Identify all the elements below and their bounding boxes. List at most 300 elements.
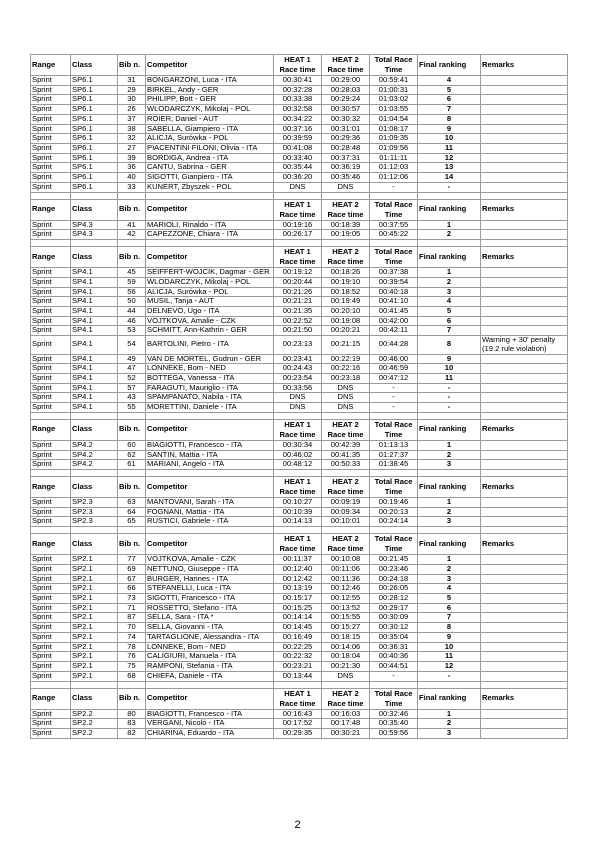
separator-cell	[274, 527, 322, 534]
ranking-cell: 2	[418, 507, 481, 517]
header-remarks: Remarks	[481, 247, 568, 268]
heat1-cell: 00:10:27	[274, 498, 322, 508]
total-cell: 00:20:13	[370, 507, 418, 517]
range-cell: Sprint	[31, 603, 71, 613]
table-row	[31, 277, 568, 287]
bib-cell: 59	[118, 277, 146, 287]
table-row	[31, 498, 568, 508]
table-row	[31, 182, 568, 192]
total-cell: 00:28:12	[370, 594, 418, 604]
range-cell: Sprint	[31, 460, 71, 470]
header-total: Total Race Time	[370, 247, 418, 268]
heat1-cell: 00:22:32	[274, 652, 322, 662]
table-row	[31, 230, 568, 240]
remarks-cell	[481, 95, 568, 105]
heat1-cell: 00:19:16	[274, 220, 322, 230]
range-cell: Sprint	[31, 613, 71, 623]
total-cell: 01:12:06	[370, 173, 418, 183]
range-cell: Sprint	[31, 373, 71, 383]
heat2-cell: 00:15:27	[322, 623, 370, 633]
separator-cell	[71, 470, 118, 477]
competitor-cell: MUSIL, Tanja - AUT	[146, 297, 274, 307]
competitor-cell: VOJTKOVA, Amalie - CZK	[146, 555, 274, 565]
heat2-cell: 00:50:33	[322, 460, 370, 470]
ranking-cell: 9	[418, 354, 481, 364]
heat1-cell: 00:11:37	[274, 555, 322, 565]
bib-cell: 47	[118, 364, 146, 374]
table-row	[31, 354, 568, 364]
ranking-cell: 1	[418, 555, 481, 565]
table-row	[31, 632, 568, 642]
page-number: 2	[294, 819, 301, 831]
heat2-cell: 00:19:49	[322, 297, 370, 307]
ranking-cell: 12	[418, 662, 481, 672]
heat1-cell: 00:21:50	[274, 326, 322, 336]
table-row	[31, 719, 568, 729]
separator-cell	[71, 412, 118, 419]
ranking-cell: 9	[418, 124, 481, 134]
remarks-cell	[481, 114, 568, 124]
class-cell: SP6.1	[71, 163, 118, 173]
class-cell: SP4.1	[71, 373, 118, 383]
remarks-cell	[481, 326, 568, 336]
range-cell: Sprint	[31, 517, 71, 527]
class-cell: SP4.2	[71, 440, 118, 450]
total-cell: 00:21:45	[370, 555, 418, 565]
class-cell: SP2.3	[71, 498, 118, 508]
competitor-cell: CALIGIURI, Manuela - ITA	[146, 652, 274, 662]
header-class: Class	[71, 534, 118, 555]
range-cell: Sprint	[31, 709, 71, 719]
remarks-cell	[481, 268, 568, 278]
class-cell: SP6.1	[71, 76, 118, 86]
group-separator	[31, 681, 568, 688]
ranking-cell: 7	[418, 105, 481, 115]
ranking-cell: 1	[418, 220, 481, 230]
remarks-cell	[481, 277, 568, 287]
range-cell: Sprint	[31, 564, 71, 574]
table-row	[31, 163, 568, 173]
total-cell: 00:37:55	[370, 220, 418, 230]
range-cell: Sprint	[31, 403, 71, 413]
bib-cell: 75	[118, 662, 146, 672]
class-cell: SP2.3	[71, 517, 118, 527]
header-row	[31, 477, 568, 498]
remarks-cell	[481, 460, 568, 470]
bib-cell: 78	[118, 642, 146, 652]
range-cell: Sprint	[31, 85, 71, 95]
competitor-cell: MANTOVANI, Sarah - ITA	[146, 498, 274, 508]
bib-cell: 61	[118, 460, 146, 470]
ranking-cell: 2	[418, 719, 481, 729]
header-total: Total Race Time	[370, 688, 418, 709]
heat2-cell: 00:18:04	[322, 652, 370, 662]
heat2-cell: 00:18:52	[322, 287, 370, 297]
bib-cell: 53	[118, 326, 146, 336]
competitor-cell: SIGOTTI, Francesco - ITA	[146, 594, 274, 604]
ranking-cell: 7	[418, 613, 481, 623]
competitor-cell: LONNEKE, Bom - NED	[146, 642, 274, 652]
total-cell: 00:42:00	[370, 316, 418, 326]
range-cell: Sprint	[31, 124, 71, 134]
header-remarks: Remarks	[481, 534, 568, 555]
remarks-cell	[481, 85, 568, 95]
ranking-cell: 2	[418, 277, 481, 287]
bib-cell: 29	[118, 85, 146, 95]
header-competitor: Competitor	[146, 199, 274, 220]
separator-cell	[481, 412, 568, 419]
header-competitor: Competitor	[146, 55, 274, 76]
remarks-cell	[481, 642, 568, 652]
ranking-cell: 3	[418, 728, 481, 738]
table-row	[31, 144, 568, 154]
bib-cell: 65	[118, 517, 146, 527]
table-row	[31, 297, 568, 307]
remarks-cell	[481, 354, 568, 364]
competitor-cell: SELLA, Giovanni - ITA	[146, 623, 274, 633]
header-heat1: HEAT 1 Race time	[274, 247, 322, 268]
separator-cell	[370, 192, 418, 199]
separator-cell	[418, 192, 481, 199]
range-cell: Sprint	[31, 230, 71, 240]
ranking-cell: 4	[418, 76, 481, 86]
bib-cell: 42	[118, 230, 146, 240]
heat2-cell: 00:18:39	[322, 220, 370, 230]
competitor-cell: CANTU, Sabrina - GER	[146, 163, 274, 173]
heat2-cell: 00:29:24	[322, 95, 370, 105]
heat2-cell: 00:18:26	[322, 268, 370, 278]
ranking-cell: -	[418, 671, 481, 681]
bib-cell: 67	[118, 574, 146, 584]
heat1-cell: 00:21:26	[274, 287, 322, 297]
total-cell: 00:59:41	[370, 76, 418, 86]
ranking-cell: 5	[418, 85, 481, 95]
range-cell: Sprint	[31, 182, 71, 192]
heat2-cell: 00:13:52	[322, 603, 370, 613]
heat2-cell: DNS	[322, 182, 370, 192]
range-cell: Sprint	[31, 652, 71, 662]
competitor-cell: MARIANI, Angelo - ITA	[146, 460, 274, 470]
header-row	[31, 688, 568, 709]
header-ranking: Final ranking	[418, 688, 481, 709]
bib-cell: 54	[118, 336, 146, 354]
total-cell: 00:46:59	[370, 364, 418, 374]
header-ranking: Final ranking	[418, 534, 481, 555]
separator-cell	[418, 412, 481, 419]
separator-cell	[118, 412, 146, 419]
range-cell: Sprint	[31, 287, 71, 297]
heat2-cell: 00:30:32	[322, 114, 370, 124]
table-row	[31, 584, 568, 594]
separator-cell	[322, 470, 370, 477]
heat2-cell: 00:12:46	[322, 584, 370, 594]
heat2-cell: 00:41:35	[322, 450, 370, 460]
table-row	[31, 76, 568, 86]
class-cell: SP2.1	[71, 574, 118, 584]
competitor-cell: STEFANELLI, Luca - ITA	[146, 584, 274, 594]
heat1-cell: DNS	[274, 403, 322, 413]
heat1-cell: 00:35:44	[274, 163, 322, 173]
separator-cell	[274, 192, 322, 199]
table-row	[31, 105, 568, 115]
heat1-cell: DNS	[274, 182, 322, 192]
ranking-cell: 12	[418, 153, 481, 163]
remarks-cell	[481, 632, 568, 642]
header-heat1: HEAT 1 Race time	[274, 199, 322, 220]
header-total: Total Race Time	[370, 477, 418, 498]
remarks-cell	[481, 153, 568, 163]
separator-cell	[146, 240, 274, 247]
competitor-cell: MARIOLI, Rinaldo - ITA	[146, 220, 274, 230]
header-competitor: Competitor	[146, 477, 274, 498]
range-cell: Sprint	[31, 220, 71, 230]
total-cell: 00:45:22	[370, 230, 418, 240]
bib-cell: 68	[118, 671, 146, 681]
total-cell: -	[370, 383, 418, 393]
class-cell: SP4.1	[71, 268, 118, 278]
competitor-cell: PIACENTINI FILONI, Olivia - ITA	[146, 144, 274, 154]
total-cell: 00:24:14	[370, 517, 418, 527]
competitor-cell: BOTTEGA, Vanessa - ITA	[146, 373, 274, 383]
competitor-cell: NETTUNO, Giuseppe - ITA	[146, 564, 274, 574]
heat2-cell: 00:28:03	[322, 85, 370, 95]
class-cell: SP2.1	[71, 671, 118, 681]
competitor-cell: CHIARINA, Eduardo - ITA	[146, 728, 274, 738]
separator-cell	[370, 412, 418, 419]
competitor-cell: SELLA, Sara - ITA *	[146, 613, 274, 623]
remarks-cell	[481, 144, 568, 154]
heat2-cell: 00:20:10	[322, 306, 370, 316]
table-row	[31, 287, 568, 297]
separator-cell	[31, 681, 71, 688]
remarks-cell	[481, 603, 568, 613]
competitor-cell: SEIFFERT-WOJCIK, Dagmar - GER	[146, 268, 274, 278]
total-cell: 00:46:00	[370, 354, 418, 364]
remarks-cell	[481, 613, 568, 623]
results-table	[30, 54, 568, 739]
separator-cell	[118, 470, 146, 477]
table-row	[31, 153, 568, 163]
header-bib: Bib n.	[118, 477, 146, 498]
separator-cell	[71, 240, 118, 247]
heat1-cell: 00:16:49	[274, 632, 322, 642]
separator-cell	[370, 681, 418, 688]
table-row	[31, 450, 568, 460]
table-row	[31, 652, 568, 662]
heat2-cell: 00:42:39	[322, 440, 370, 450]
heat1-cell: 00:32:28	[274, 85, 322, 95]
class-cell: SP6.1	[71, 124, 118, 134]
heat1-cell: DNS	[274, 393, 322, 403]
class-cell: SP4.1	[71, 297, 118, 307]
remarks-cell	[481, 440, 568, 450]
range-cell: Sprint	[31, 114, 71, 124]
competitor-cell: SIGOTTI, Gianpiero - ITA	[146, 173, 274, 183]
class-cell: SP4.1	[71, 277, 118, 287]
header-heat2: HEAT 2 Race time	[322, 688, 370, 709]
bib-cell: 38	[118, 124, 146, 134]
separator-cell	[481, 240, 568, 247]
table-row	[31, 326, 568, 336]
heat1-cell: 00:37:16	[274, 124, 322, 134]
table-row	[31, 316, 568, 326]
results-table-body	[31, 55, 568, 739]
header-heat2: HEAT 2 Race time	[322, 55, 370, 76]
table-row	[31, 440, 568, 450]
remarks-cell	[481, 182, 568, 192]
competitor-cell: SABELLA, Giampiero - ITA	[146, 124, 274, 134]
heat2-cell: 00:22:16	[322, 364, 370, 374]
bib-cell: 52	[118, 373, 146, 383]
total-cell: 00:44:28	[370, 336, 418, 354]
range-cell: Sprint	[31, 507, 71, 517]
header-ranking: Final ranking	[418, 419, 481, 440]
remarks-cell	[481, 728, 568, 738]
competitor-cell: RAMPONI, Stefania - ITA	[146, 662, 274, 672]
group-separator	[31, 192, 568, 199]
competitor-cell: ROSSETTO, Stefano - ITA	[146, 603, 274, 613]
header-range: Range	[31, 477, 71, 498]
competitor-cell: CHIEFA, Daniele - ITA	[146, 671, 274, 681]
ranking-cell: 3	[418, 460, 481, 470]
heat1-cell: 00:41:08	[274, 144, 322, 154]
heat1-cell: 00:20:44	[274, 277, 322, 287]
heat1-cell: 00:14:13	[274, 517, 322, 527]
table-row	[31, 95, 568, 105]
separator-cell	[322, 527, 370, 534]
range-cell: Sprint	[31, 105, 71, 115]
separator-cell	[118, 192, 146, 199]
range-cell: Sprint	[31, 728, 71, 738]
total-cell: 01:09:56	[370, 144, 418, 154]
bib-cell: 66	[118, 584, 146, 594]
separator-cell	[118, 681, 146, 688]
total-cell: 01:27:37	[370, 450, 418, 460]
remarks-cell	[481, 564, 568, 574]
bib-cell: 33	[118, 182, 146, 192]
heat1-cell: 00:24:43	[274, 364, 322, 374]
header-competitor: Competitor	[146, 247, 274, 268]
separator-cell	[31, 192, 71, 199]
bib-cell: 77	[118, 555, 146, 565]
heat2-cell: 00:23:18	[322, 373, 370, 383]
separator-cell	[370, 470, 418, 477]
total-cell: 01:03:02	[370, 95, 418, 105]
competitor-cell: BIAGIOTTI, Francesco - ITA	[146, 709, 274, 719]
competitor-cell: DELNEVO, Ugo - ITA	[146, 306, 274, 316]
class-cell: SP2.1	[71, 623, 118, 633]
total-cell: 00:35:40	[370, 719, 418, 729]
heat2-cell: 00:10:08	[322, 555, 370, 565]
range-cell: Sprint	[31, 632, 71, 642]
separator-cell	[31, 527, 71, 534]
heat1-cell: 00:23:13	[274, 336, 322, 354]
ranking-cell: 13	[418, 163, 481, 173]
bib-cell: 71	[118, 603, 146, 613]
heat1-cell: 00:21:35	[274, 306, 322, 316]
class-cell: SP4.1	[71, 287, 118, 297]
total-cell: 01:08:17	[370, 124, 418, 134]
header-ranking: Final ranking	[418, 55, 481, 76]
total-cell: 00:37:38	[370, 268, 418, 278]
remarks-cell	[481, 230, 568, 240]
ranking-cell: 14	[418, 173, 481, 183]
total-cell: 00:32:46	[370, 709, 418, 719]
range-cell: Sprint	[31, 662, 71, 672]
bib-cell: 73	[118, 594, 146, 604]
header-competitor: Competitor	[146, 534, 274, 555]
range-cell: Sprint	[31, 76, 71, 86]
bib-cell: 63	[118, 498, 146, 508]
table-row	[31, 124, 568, 134]
competitor-cell: PHILIPP, Bott - GER	[146, 95, 274, 105]
separator-cell	[146, 681, 274, 688]
class-cell: SP4.1	[71, 306, 118, 316]
heat1-cell: 00:33:40	[274, 153, 322, 163]
bib-cell: 56	[118, 287, 146, 297]
separator-cell	[71, 192, 118, 199]
remarks-cell	[481, 306, 568, 316]
heat2-cell: 00:29:00	[322, 76, 370, 86]
heat1-cell: 00:33:38	[274, 95, 322, 105]
bib-cell: 36	[118, 163, 146, 173]
total-cell: 01:12:03	[370, 163, 418, 173]
total-cell: 01:04:54	[370, 114, 418, 124]
bib-cell: 32	[118, 134, 146, 144]
separator-cell	[322, 412, 370, 419]
heat1-cell: 00:13:19	[274, 584, 322, 594]
range-cell: Sprint	[31, 574, 71, 584]
remarks-cell	[481, 584, 568, 594]
range-cell: Sprint	[31, 555, 71, 565]
heat1-cell: 00:26:17	[274, 230, 322, 240]
remarks-cell	[481, 163, 568, 173]
ranking-cell: 2	[418, 564, 481, 574]
ranking-cell: 1	[418, 709, 481, 719]
remarks-cell	[481, 297, 568, 307]
class-cell: SP4.1	[71, 364, 118, 374]
class-cell: SP2.1	[71, 603, 118, 613]
separator-cell	[31, 470, 71, 477]
table-row	[31, 460, 568, 470]
bib-cell: 64	[118, 507, 146, 517]
competitor-cell: LONNEKE, Bom - NED	[146, 364, 274, 374]
bib-cell: 31	[118, 76, 146, 86]
header-bib: Bib n.	[118, 688, 146, 709]
class-cell: SP4.1	[71, 336, 118, 354]
heat1-cell: 00:10:39	[274, 507, 322, 517]
heat1-cell: 00:23:54	[274, 373, 322, 383]
header-heat1: HEAT 1 Race time	[274, 419, 322, 440]
total-cell: 01:38:45	[370, 460, 418, 470]
ranking-cell: 6	[418, 603, 481, 613]
ranking-cell: 6	[418, 316, 481, 326]
remarks-cell	[481, 173, 568, 183]
heat1-cell: 00:36:20	[274, 173, 322, 183]
table-row	[31, 383, 568, 393]
header-range: Range	[31, 688, 71, 709]
competitor-cell: CAPEZZONE, Chiara - ITA	[146, 230, 274, 240]
bib-cell: 76	[118, 652, 146, 662]
heat1-cell: 00:48:12	[274, 460, 322, 470]
bib-cell: 43	[118, 393, 146, 403]
class-cell: SP2.1	[71, 652, 118, 662]
bib-cell: 50	[118, 297, 146, 307]
class-cell: SP2.1	[71, 584, 118, 594]
heat1-cell: 00:22:25	[274, 642, 322, 652]
class-cell: SP6.1	[71, 182, 118, 192]
bib-cell: 44	[118, 306, 146, 316]
